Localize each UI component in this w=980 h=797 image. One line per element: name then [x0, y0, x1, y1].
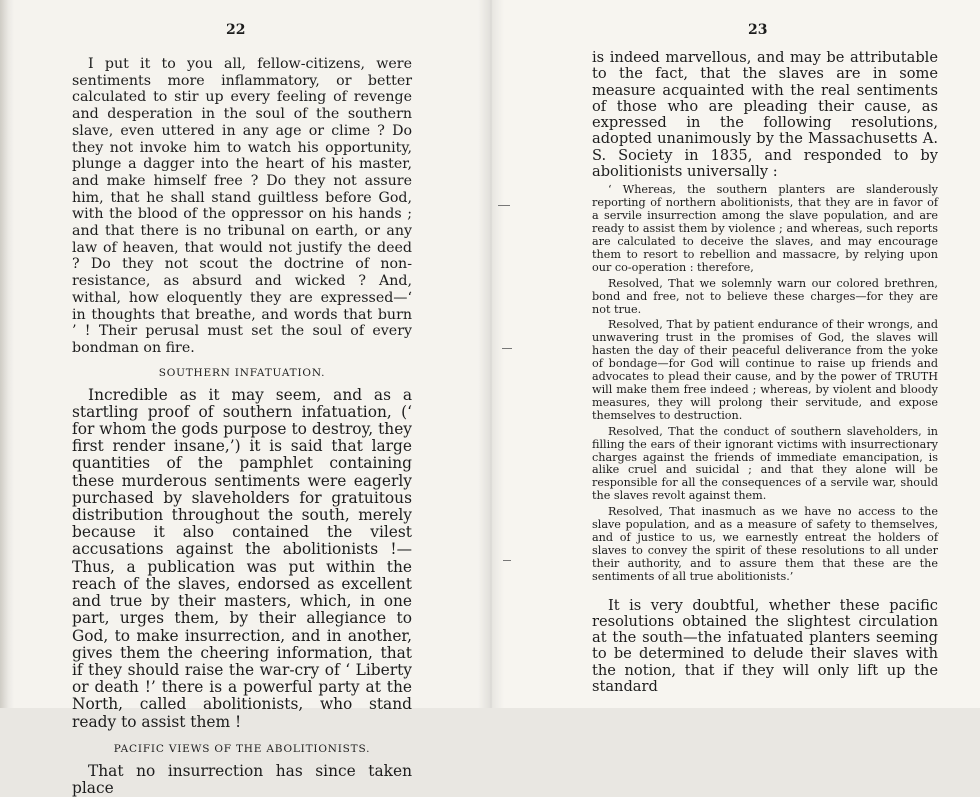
- resolution: Resolved, That we solemnly warn our colored brethren, bond and free, not to believe these charges—for they are not true.: [592, 276, 938, 316]
- resolution: Resolved, That by patient endurance of their wrongs, and unwavering trust in the promises of God, the slaves will hasten the day of their peaceful deliverance from the yoke of bondage—for God will continue to raise up friends and advocates to plead their cause, and by the power of TRUTH will make them free indeed ; whereas, by violent and bloody measures, they will prolong their servitude, and expose themselves to destruction.: [592, 318, 938, 422]
- paragraph: Incredible as it may seem, and as a startling proof of southern infatuation, (‘ for whom the gods purpose to destroy, they first render insane,’) it is said that large quantities of the pamphlet containing these murderous sentiments were eagerly purchased by slaveholders for gratuitous distribution throughout the south, merely because it also contained the vilest accusations against the abolitionists !—Thus, a publication was put within the reach of the slaves, endorsed as excellent and true by their masters, which, in one part, urges them, by their allegiance to God, to make insurrection, and in another, gives them the cheering information, that if they should raise the war-cry of ‘ Liberty or death !’ there is a powerful party at the North, called abolitionists, who stand ready to assist them !: [72, 385, 412, 731]
- paragraph: I put it to you all, fellow-citizens, were sentiments more inflammatory, or better calculated to stir up every feeling of revenge and desperation in the soul of the southern slave, even uttered in any age or clime ? Do they not invoke him to watch his opportunity, plunge a dagger into the heart of his master, and make himself free ? Do they not assure him, that he shall stand guiltless before God, with the blood of the oppressor on his hands ; and that there is no tribunal on earth, or any law of heaven, that would not justify the deed ? Do they not scout the doctrine of non-resistance, as absurd and wicked ? And, withal, how eloquently they are expressed—‘ in thoughts that breathe, and words that burn ’ ! Their perusal must set the soul of every bondman on fire.: [72, 56, 412, 356]
- gutter-mark: [498, 205, 510, 206]
- section-heading: SOUTHERN INFATUATION.: [158, 366, 326, 379]
- gutter-mark: [503, 560, 511, 561]
- book-gutter: [478, 0, 504, 708]
- page-number: 23: [748, 22, 768, 38]
- left-text-column: [72, 56, 412, 797]
- page-edge-shadow: [0, 0, 14, 708]
- resolution: Resolved, That the conduct of southern slaveholders, in filling the ears of their ignorant victims with insurrectionary charges against the friends of immediate emancipation, is alike cruel and suicidal ; and that they alone will be responsible for all the consequences of a servile war, should the slaves revolt against them.: [592, 424, 938, 503]
- gutter-mark: [502, 348, 512, 349]
- paragraph: It is very doubtful, whether these pacific resolutions obtained the slightest circulation at the south—the infatuated planters seeming to be determined to delude their slaves with the notion, that if they will only lift up the standard: [592, 596, 938, 696]
- resolution: ‘ Whereas, the southern planters are slanderously reporting of northern abolitionists, that they are in favor of a servile insurrection among the slave population, and are ready to assist them by violence ; and whereas, such reports are calculated to deceive the slaves, and may encourage them to resort to rebellion and massacre, by relying upon our co-operation : therefore,: [592, 183, 938, 274]
- resolution: Resolved, That inasmuch as we have no access to the slave population, and as a measure of safety to themselves, and of justice to us, we earnestly entreat the holders of slaves to convey the spirit of these resolutions to all under their authority, and to assure them that these are the sentiments of all true abolitionists.’: [592, 505, 938, 583]
- section-heading: PACIFIC VIEWS OF THE ABOLITIONISTS.: [113, 742, 371, 755]
- paragraph: That no insurrection has since taken place: [72, 761, 412, 797]
- paragraph: is indeed marvellous, and may be attributable to the fact, that the slaves are in some measure acquainted with the real sentiments of those who are pleading their cause, as expressed in the following resolutions, adopted unanimously by the Massachusetts A. S. Society in 1835, and responded to by abolitionists universally :: [592, 49, 938, 181]
- page-number: 22: [226, 22, 246, 38]
- right-text-column: [592, 50, 938, 695]
